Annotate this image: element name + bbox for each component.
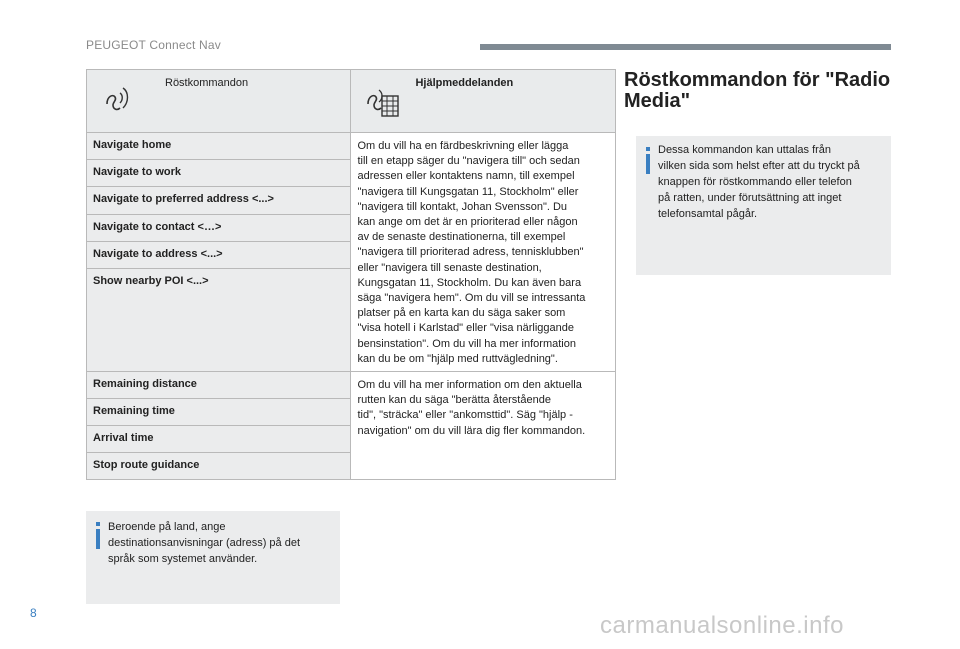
description-line: adressen eller kontaktens namn, till exempel [357,170,575,183]
section-heading-line: Röstkommandon för "Radio [624,69,891,91]
navigation-help-description [351,133,616,372]
table-row [87,133,616,160]
command-cell: Remaining distance [87,372,351,399]
info-bar [96,529,100,549]
command-cell: Stop route guidance [87,453,351,480]
column-header-help [351,70,616,133]
watermark: carmanualsonline.info [600,612,844,639]
description-line: Om du vill ha mer information om den aktuella [357,379,582,392]
info-marker-icon [646,147,650,151]
page-number: 8 [30,606,37,620]
language-note-text [108,519,300,567]
language-note-box [86,511,340,604]
note-line: på ratten, under förutsättning att inget [658,192,842,204]
description-line: Kungsgatan 11, Stockholm. Du kan även bara [357,276,582,289]
command-cell: Show nearby POI <...> [87,269,351,372]
table-header-row [87,70,616,133]
command-cell: Navigate to work [87,160,351,187]
route-help-description [351,372,616,480]
command-cell: Remaining time [87,399,351,426]
description-line: navigation" om du vill lära dig fler kommandon. [357,424,586,437]
note-line: telefonsamtal pågår. [658,208,758,220]
help-messages-icon [365,84,401,123]
description-line: till en etapp säger du "navigera till" och sedan [357,155,580,168]
info-bar [646,154,650,174]
command-cell: Navigate home [87,133,351,160]
command-cell: Navigate to contact <…> [87,214,351,241]
radio-media-note-box [636,136,891,275]
section-heading-line: Media" [624,90,691,112]
column-header-help-label: Hjälpmeddelanden [415,77,514,89]
description-line: av de senaste destinationerna, till exempel [357,231,566,244]
note-line: språk som systemet använder. [108,553,258,565]
info-marker-icon [96,522,100,526]
section-heading [624,70,904,112]
column-header-commands-label: Röstkommandon [165,77,249,89]
description-line: säga "navigera hem". Om du vill se intressanta [357,292,586,305]
voice-command-icon [101,84,135,121]
description-line: "visa hotell i Karlstad" eller "visa närliggande [357,322,574,335]
description-line: tid", "sträcka" eller "ankomsttid". Säg "hjälp - [357,409,573,422]
column-header-commands [87,70,351,133]
description-line: kan ange om det är en prioriterad eller någon [357,216,578,229]
description-line: rutten kan du säga "berätta återstående [357,394,551,407]
note-line: Beroende på land, ange [108,521,226,533]
note-line: knappen för röstkommando eller telefon [658,176,852,188]
description-line: eller "navigera till senaste destination, [357,261,542,274]
header-divider-bar [480,44,891,50]
command-cell: Arrival time [87,426,351,453]
command-cell: Navigate to address <...> [87,241,351,268]
description-line: Om du vill ha en färdbeskrivning eller lägga [357,140,569,152]
note-line: Dessa kommandon kan uttalas från [658,144,832,156]
description-line: platser på en karta kan du säga saker som [357,307,566,320]
note-line: destinationsanvisningar (adress) på det [108,537,301,549]
voice-commands-table [86,69,616,480]
document-header-title: PEUGEOT Connect Nav [86,38,221,52]
description-line: kan du be om "hjälp med ruttvägledning". [357,352,558,365]
radio-media-note-text [658,142,860,222]
command-cell: Navigate to preferred address <...> [87,187,351,214]
note-line: vilken sida som helst efter att du tryckt på [658,160,860,172]
description-line: "navigera till Kungsgatan 11, Stockholm" eller [357,185,579,198]
table-row [87,372,616,399]
description-line: "navigera till kontakt, Johan Svensson". Du [357,200,568,213]
description-line: "navigera till prioriterad adress, tennisklubben" [357,246,584,259]
description-line: bensinstation". Om du vill ha mer information [357,337,576,350]
